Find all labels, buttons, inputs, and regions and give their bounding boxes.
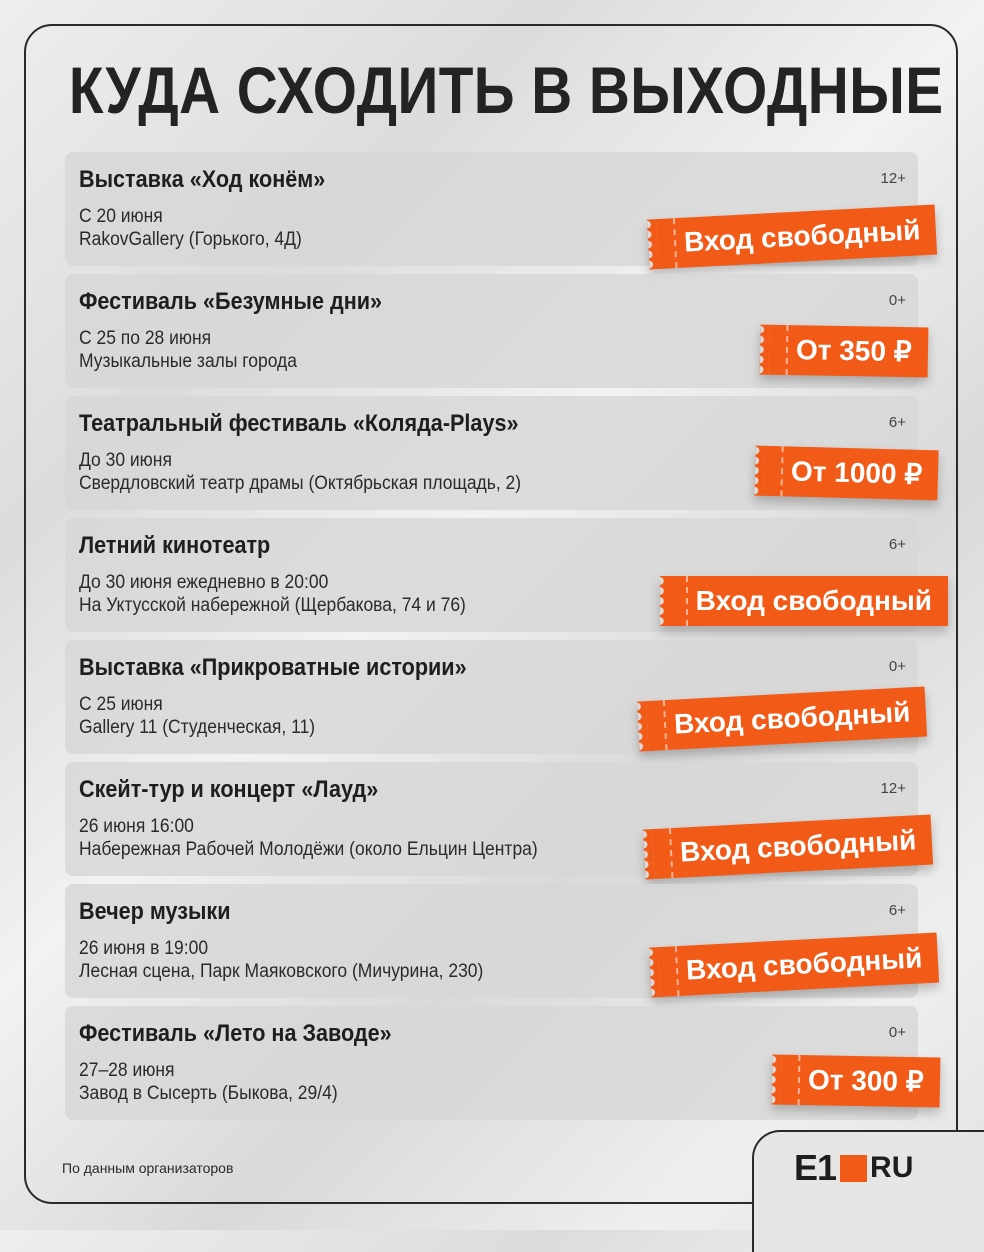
age-rating: 12+: [880, 170, 906, 187]
event-place: Свердловский театр драмы (Октябрьская площадь, 2): [79, 473, 522, 494]
event-card[interactable]: [65, 1006, 925, 1120]
event-place: Музыкальные залы города: [79, 351, 297, 372]
event-card[interactable]: [65, 274, 918, 388]
event-date: С 25 июня: [79, 694, 163, 715]
age-rating: 0+: [888, 658, 906, 675]
event-card[interactable]: [65, 152, 921, 266]
event-place: На Уктусской набережной (Щербакова, 74 и 76): [79, 595, 466, 616]
page-title: КУДА СХОДИТЬ В ВЫХОДНЫЕ: [68, 53, 944, 127]
price-ticket: Вход свободный: [643, 814, 934, 879]
price-ticket: Вход свободный: [649, 932, 940, 997]
source-note: По данным организаторов: [62, 1160, 234, 1176]
logo-text-e1: E1: [794, 1147, 837, 1188]
event-place: Gallery 11 (Студенческая, 11): [79, 717, 316, 738]
event-date: 26 июня 16:00: [79, 816, 194, 837]
event-date: 27–28 июня: [79, 1060, 175, 1081]
event-title: Летний кинотеатр: [79, 532, 271, 559]
age-rating: 0+: [888, 292, 906, 309]
event-card[interactable]: [65, 518, 932, 632]
price-ticket: Вход свободный: [660, 576, 948, 626]
event-date: С 20 июня: [79, 206, 163, 227]
frame-corner: [752, 1130, 984, 1252]
event-date: 26 июня в 19:00: [79, 938, 209, 959]
age-rating: 6+: [888, 536, 906, 553]
event-date: До 30 июня: [79, 450, 172, 471]
age-rating: 0+: [888, 1024, 906, 1041]
event-place: Завод в Сысерть (Быкова, 29/4): [79, 1083, 338, 1104]
event-card[interactable]: [65, 884, 923, 998]
e1-logo[interactable]: [794, 1147, 914, 1188]
event-title: Скейт-тур и концерт «Лауд»: [79, 776, 379, 803]
event-card[interactable]: [65, 396, 923, 510]
logo-text-ru: RU: [870, 1151, 914, 1184]
age-rating: 12+: [880, 780, 906, 797]
event-place: Лесная сцена, Парк Маяковского (Мичурина, 230): [79, 961, 484, 982]
event-title: Фестиваль «Безумные дни»: [79, 288, 383, 315]
event-title: Фестиваль «Лето на Заводе»: [79, 1020, 392, 1047]
price-ticket: Вход свободный: [637, 686, 928, 751]
event-date: С 25 по 28 июня: [79, 328, 212, 349]
event-place: Набережная Рабочей Молодёжи (около Ельцин Центра): [79, 839, 538, 860]
event-title: Театральный фестиваль «Коляда-Plays»: [79, 410, 519, 437]
event-title: Выставка «Прикроватные истории»: [79, 654, 467, 681]
event-title: Выставка «Ход конём»: [79, 166, 326, 193]
event-date: До 30 июня ежедневно в 20:00: [79, 572, 329, 593]
age-rating: 6+: [888, 414, 906, 431]
price-ticket: От 350 ₽: [760, 325, 928, 378]
logo-square-icon: [840, 1155, 867, 1182]
age-rating: 6+: [888, 902, 906, 919]
price-ticket: От 1000 ₽: [754, 446, 938, 501]
event-card[interactable]: [65, 640, 918, 754]
event-place: RakovGallery (Горького, 4Д): [79, 229, 302, 250]
event-card[interactable]: [65, 762, 918, 876]
price-ticket: Вход свободный: [647, 204, 938, 269]
price-ticket: От 300 ₽: [772, 1055, 940, 1108]
event-title: Вечер музыки: [79, 898, 231, 925]
